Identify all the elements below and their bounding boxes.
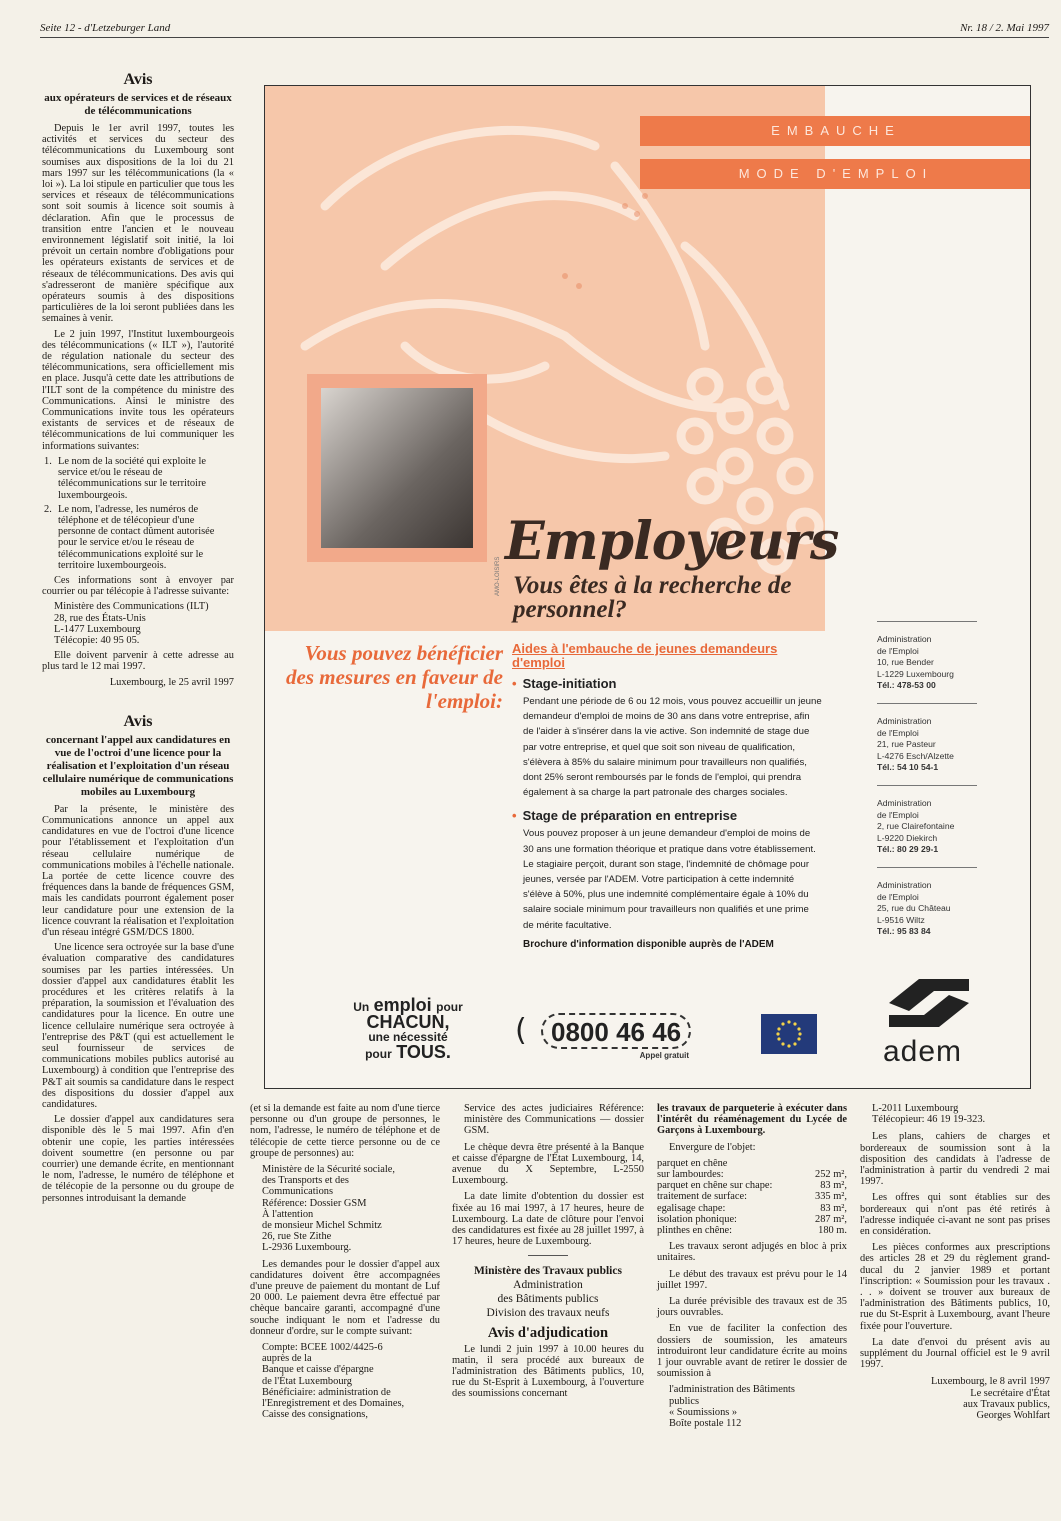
office-block: Administration de l'Emploi 10, rue Bender L-1229 Luxembourg Tél.: 478-53 00	[877, 621, 977, 689]
stage1-heading: • Stage-initiation	[512, 676, 617, 691]
table-row: egalisage chape: 83 m²,	[657, 1202, 847, 1214]
column-e: L-2011 Luxembourg Télécopieur: 46 19 19-323. Les plans, cahiers de charges et bordereaux de soumission sont à la disposition des candidats à l'adresse de l'administration à partir du vendredi 2 mai 1997. Les offres qui sont établies sur des bordereaux qui n'ont pas été retirés à l'adresse indiquée ci-avant ne sont pas prises en considération. Les pièces conformes aux prescriptions des articles 28 et 29 du règlement grand-ducal du 2 janvier 1989 et portant l'inscription: « Soumission pour les travaux . . . » doivent se trouver aux bureaux de l'administration des Bâtiments publics, 10, rue du St-Esprit à Luxembourg, avant l'heure fixée pour l'ouverture. La date d'envoi du présent avis au supplément du Journal officiel est le 9 avril 1997. Luxembourg, le 8 avril 1997 Le secrétaire d'État aux Travaux publics, Georges Wohlfart	[860, 1103, 1050, 1422]
office-block: Administration de l'Emploi 25, rue du Château L-9516 Wiltz Tél.: 95 83 84	[877, 867, 977, 935]
aides-title: Aides à l'embauche de jeunes demandeurs d'emploi	[512, 641, 778, 670]
list-item: 1. Le nom de la société qui exploite le service et/ou le réseau de télécommunications sur le territoire luxembourgeois.	[44, 455, 207, 501]
header-right: Nr. 18 / 2. Mai 1997	[960, 22, 1049, 34]
col-b-account: Compte: BCEE 1002/4425-6 auprès de la Banque et caisse d'épargne de l'État Luxembourg Bénéficiaire: administration de l'Enregistrement et des Domaines, Caisse des consignations,	[262, 1342, 405, 1421]
bullet-icon: •	[512, 676, 517, 691]
photo-image	[321, 388, 473, 548]
page-header	[40, 20, 1049, 38]
business-photo	[307, 374, 487, 562]
left-column	[42, 70, 234, 1208]
band-mode-emploi: MODE D'EMPLOI	[640, 159, 1031, 189]
col-b-address: Ministère de la Sécurité sociale, des Transports et des Communications Référence: Dossier GSM À l'attention de monsieur Michel Schmitz 26, rue Ste Zithe L-2936 Luxembourg.	[262, 1164, 396, 1254]
adem-mark-icon	[879, 973, 979, 1033]
adem-advertisement	[264, 85, 1031, 1089]
phone-icon: (	[515, 1013, 527, 1048]
free-phone	[515, 1011, 695, 1061]
adjudication-title: Avis d'adjudication	[487, 1325, 609, 1342]
avis2-p2: Une licence sera octroyée sur la base d'une évaluation comparative des candidatures soumises par les parties intéressées. Un dossier d'appel aux candidatures établit les procédures et les critères relatifs à la préparation, la soumission et l'évaluation des candidatures pour la licence. En outre une licence cellulaire numérique sera octroyée à l'entreprise des P&T (qui est actuellement le seul fournisseur de services de communications mobiles publics autorisé au Luxembourg) à condition que l'entreprise des P&T ait soumis sa candidature dans le respect des dispositions du dossier d'appel aux candidatures.	[42, 942, 234, 1111]
adem-logo-text: adem	[883, 1035, 963, 1068]
avis1-p1: Depuis le 1er avril 1997, toutes les activités et services du secteur des télécommunications du Luxembourg sont soumises aux dispositions de la loi du 21 mars 1997 sur les télécommunications (la « loi »). La loi stipule en particulier que tous les services et réseaux de télécommunications sont soit soumis à licence soit soumis à déclaration. Afin que le processus de transition entre l'ancien et le nouveau environnement législatif soit initié, la loi prévoit un certain nombre d'obligations pour les opérateurs existants de services et de réseaux de télécommunications. Des avis qui s'adresseront de manière spécifique aux opérateurs soumis à des dispositions particulières de la loi seront publiées dans les semaines à venir.	[42, 123, 234, 325]
slogan-chacun: Un emploi pour CHACUN, une nécessité pour TOUS.	[353, 995, 463, 1062]
col-d-address: l'administration des Bâtiments publics « Soumissions » Boîte postale 112	[669, 1384, 795, 1430]
table-row: parquet en chêne sur chape: 83 m²,	[657, 1180, 847, 1192]
stage2-heading: • Stage de préparation en entreprise	[512, 808, 738, 824]
phone-number: 0800 46 46	[551, 1017, 682, 1047]
table-row: sur lambourdes: 252 m²,	[657, 1169, 847, 1181]
header-left: Seite 12 - d'Letzeburger Land	[40, 22, 171, 34]
surface-table	[657, 1158, 847, 1236]
divider	[528, 1255, 568, 1256]
table-row: traitement de surface: 335 m²,	[657, 1191, 847, 1203]
ad-slogan: Vous pouvez bénéficier des mesures en faveur de l'emploi:	[286, 641, 503, 713]
office-block: Administration de l'Emploi 21, rue Pasteur L-4276 Esch/Alzette Tél.: 54 10 54-1	[877, 703, 977, 771]
band-embauche: EMBAUCHE	[640, 116, 1031, 146]
avis1-address: Ministère des Communications (ILT) 28, rue des États-Unis L-1477 Luxembourg Télécopie: 40 95 05.	[54, 601, 209, 646]
avis1-signature: Luxembourg, le 25 avril 1997	[109, 676, 234, 688]
avis1-p3: Ces informations sont à envoyer par courrier ou par télécopie à l'adresse suivante:	[42, 574, 234, 598]
avis2-p1: Par la présente, le ministère des Communications annonce un appel aux candidatures en vue de l'octroi d'une licence pour l'établissement et l'exploitation d'un réseau cellulaire numérique de communications mobiles à l'échelle nationale. La portée de cette licence couvre des fréquences dans la bande de fréquences GSM, mais les candidats pourront également poser leur candidature pour une extension de la licence couvrant la réalisation et l'exploitation d'un réseau intégré GSM/DCS 1800.	[42, 803, 234, 938]
table-row: isolation phonique: 287 m²,	[657, 1213, 847, 1225]
avis1-list	[42, 456, 234, 571]
ad-title: Employeurs	[505, 511, 839, 572]
adem-offices	[877, 621, 977, 949]
stage1-text: Pendant une période de 6 ou 12 mois, vous pouvez accueillir un jeune demandeur d'emploi de moins de 30 ans dans votre entreprise, afin de l'aider à s'insérer dans la vie active. Son indemnité de stage due par votre entreprise, et quel que soit son niveau de qualification, s'élèvera à 85% du salaire minimum pour travailleurs non qualifiés, dont 25% seront remboursés par le fonds de l'emploi, qui prendra également à sa charge la part patronale des charges sociales.	[523, 696, 822, 799]
ministry-title: Ministère des Travaux publics	[474, 1265, 622, 1278]
column-d: les travaux de parqueterie à exécuter dans l'intérêt du réaménagement du Lycée de Garçons à Luxembourg. Envergure de l'objet: parquet en chêne sur lambourdes: 252 m², parquet en chêne sur chape: 83 m², traitement de surface: 335 m², egalisage chape: 83 m², isolation phonique: 287 m², plinthes en chêne: 180 m. Les travaux seront adjugés en bloc à prix unitaires. Le début des travaux est prévu pour le 14 juillet 1997. La durée prévisible des travaux est de 35 jours ouvrables. En vue de faciliter la confection des dossiers de soumission, les amateurs introduiront leur candidature écrite au moins 1 jour ouvrable avant de retirer le dossier de soumission à l'administration des Bâtiments publics « Soumissions » Boîte postale 112	[657, 1103, 847, 1430]
column-b: (et si la demande est faite au nom d'une tierce personne ou d'un groupe de personnes, le nom, l'adresse, le numéro de téléphone et de télécopie de cette tierce personne ou de ce groupe de personnes) au: Ministère de la Sécurité sociale, des Transports et des Communications Référence: Dossier GSM À l'attention de monsieur Michel Schmitz 26, rue Ste Zithe L-2936 Luxembourg. Les demandes pour le dossier d'appel aux candidatures doivent être accompagnées d'une preuve de paiement du montant de Luf 20 000. Le paiement devra être effectué par chèque bancaire garanti, accompagné d'une souche indiquant le nom et l'adresse du donneur d'ordre, sur le compte suivant: Compte: BCEE 1002/4425-6 auprès de la Banque et caisse d'épargne de l'État Luxembourg Bénéficiaire: administration de l'Enregistrement et des Domaines, Caisse des consignations,	[250, 1103, 440, 1421]
eu-flag-icon	[761, 1014, 817, 1054]
avis2-p3: Le dossier d'appel aux candidatures sera disponible dès le 5 mai 1997. Afin d'en obtenir une copie, les parties intéressées doivent soumettre (en personne ou par courrier) une demande écrite, en mentionnant le nom, l'adresse, le numéro de téléphone et de télécopie de la personne ou du groupe de personnes introduisant la demande	[42, 1114, 234, 1204]
avis1-title: Avis	[123, 71, 153, 88]
avis2-title: Avis	[123, 712, 153, 730]
ad-subtitle: Vous êtes à la recherche de personnel?	[513, 572, 792, 623]
avis2-subtitle: concernant l'appel aux candidatures en vue de l'octroi d'une licence pour la réalisation et l'exploitation d'un réseau cellulaire numérique de communications mobiles au Luxembourg	[42, 733, 234, 798]
brochure-note: Brochure d'information disponible auprès de l'ADEM	[523, 938, 774, 950]
photo-credit: AMO-LOISIRS	[495, 556, 501, 596]
list-item: 2. Le nom, l'adresse, les numéros de téléphone et de télécopieur d'une personne de contact dûment autorisée pour le service et/ou le réseau de télécommunications exploité sur le territoire luxembourgeois.	[44, 503, 215, 571]
col-e-address: L-2011 Luxembourg Télécopieur: 46 19 19-323.	[872, 1103, 986, 1126]
adem-logo	[879, 973, 979, 1073]
table-row: plinthes en chêne: 180 m.	[657, 1225, 847, 1237]
aides-section	[512, 642, 822, 950]
avis1-p4: Elle doivent parvenir à cette adresse au plus tard le 12 mai 1997.	[42, 650, 234, 673]
avis1-subtitle: aux opérateurs de services et de réseaux de télécommunications	[44, 92, 232, 117]
stage2-text: Vous pouvez proposer à un jeune demandeur d'emploi de moins de 30 ans une formation théorique et pratique dans votre établissement. Le stagiaire perçoit, durant son stage, l'indemnité de chômage pour jeunes, versée par l'ADEM. Votre participation à cette indemnité s'élève à 50%, plus une indemnité complémentaire égale à 10% du salaire sociale minimum pour travailleurs non qualifiés et une prime de mérite facultative.	[523, 828, 816, 931]
bullet-icon: •	[512, 808, 517, 824]
column-c: Service des actes judiciaires Référence: ministère des Communications — dossier GSM. Le chèque devra être présenté à la Banque et caisse d'épargne de l'État Luxembourg, 14, avenue du X Septembre, L-2550 Luxembourg. La date limite d'obtention du dossier est fixée au 16 mai 1997, à 17 heures, heure de Luxembourg. La date de clôture pour l'envoi des candidatures est fixée au 28 juillet 1997, à 17 heures, heure de Luxembourg. Ministère des Travaux publics Administration des Bâtiments publics Division des travaux neufs Avis d'adjudication Le lundi 2 juin 1997 à 10.00 heures du matin, il sera procédé aux bureaux de l'administration des Bâtiments publics, 10, rue du St-Esprit à Luxembourg, à l'ouverture des soumissions concernant	[452, 1103, 644, 1400]
office-block: Administration de l'Emploi 2, rue Clairefontaine L-9220 Diekirch Tél.: 80 29 29-1	[877, 785, 977, 853]
col-e-signature: Luxembourg, le 8 avril 1997 Le secrétaire d'État aux Travaux publics, Georges Wohlfart	[931, 1376, 1050, 1422]
avis1-p2: Le 2 juin 1997, l'Institut luxembourgeois des télécommunications (« ILT »), l'autorité de régulation nationale du secteur des télécommunications, sera officiellement mis en place. Jusqu'à cette date les attributions de l'ILT sont de la compétence du ministre des Communications. Ainsi le ministre des Communications invite tous les opérateurs existants de services et de réseaux de télécommunications de lui communiquer les informations suivantes:	[42, 328, 234, 452]
table-row: parquet en chêne	[657, 1157, 728, 1169]
phone-free-label: Appel gratuit	[639, 1051, 689, 1060]
